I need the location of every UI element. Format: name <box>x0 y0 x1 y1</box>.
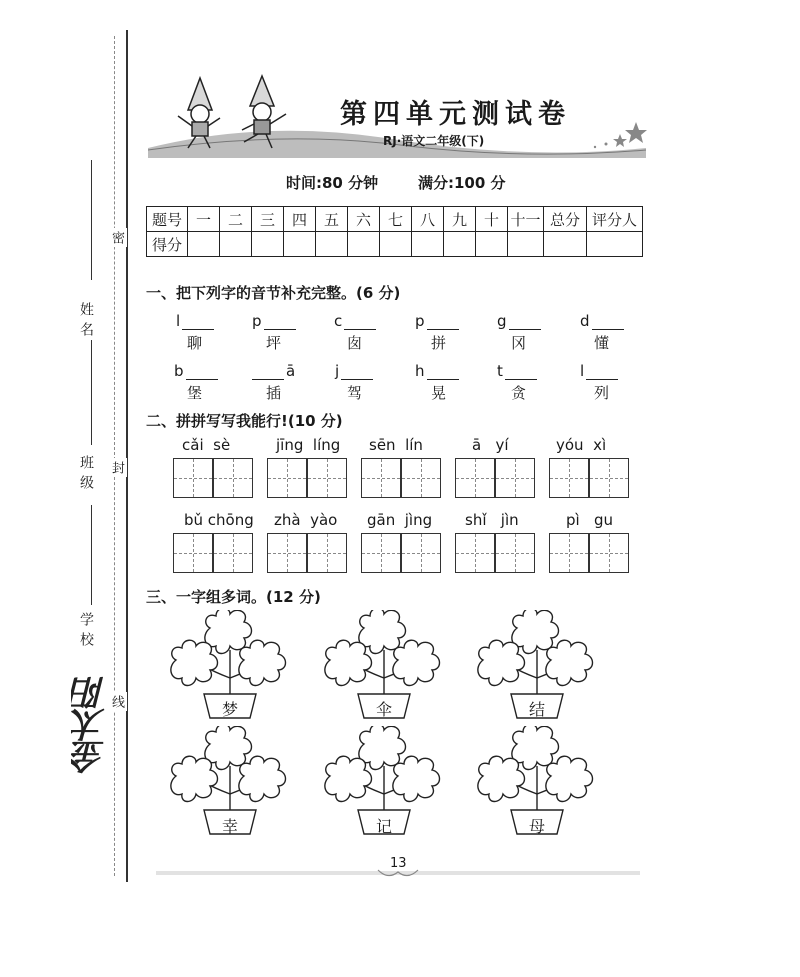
syllable-blank[interactable]: l <box>580 362 618 380</box>
writing-grid-cell[interactable] <box>589 533 629 573</box>
syllable-blank[interactable]: ā <box>252 362 295 380</box>
writing-grid-cell[interactable] <box>307 458 347 498</box>
writing-grid-cell[interactable] <box>401 533 441 573</box>
char-label: 插 <box>266 384 282 402</box>
score-table-header-row <box>147 207 643 232</box>
vase-char: 结 <box>528 700 545 719</box>
syllable-blank[interactable]: h <box>415 362 459 380</box>
table-cell: 二 <box>220 207 252 232</box>
writing-grid-cell[interactable] <box>495 533 535 573</box>
star-decoration <box>594 122 647 148</box>
char-label: 拼 <box>431 334 447 352</box>
page-number: 13 <box>390 856 407 871</box>
writing-grid-cell[interactable] <box>361 458 401 498</box>
score-input-cell[interactable] <box>508 232 544 257</box>
table-cell: 七 <box>380 207 412 232</box>
seal-char-mi: 密 <box>106 228 127 247</box>
exam-full-score: 满分:100 分 <box>418 174 506 192</box>
char-label: 坪 <box>266 334 282 352</box>
class-field-line[interactable] <box>91 340 92 445</box>
char-label: 列 <box>594 384 610 402</box>
score-input-cell[interactable] <box>380 232 412 257</box>
syllable-blank[interactable]: p <box>415 312 459 330</box>
seal-char-feng: 封 <box>106 458 127 477</box>
char-label: 聊 <box>187 334 203 352</box>
table-cell: 九 <box>444 207 476 232</box>
page-subtitle: RJ·语文二年级(下) <box>383 134 485 148</box>
school-label: 学校 <box>78 612 94 652</box>
score-input-cell[interactable] <box>220 232 252 257</box>
score-input-cell[interactable] <box>188 232 220 257</box>
pinyin-word: pì gu <box>566 511 614 529</box>
syllable-blank[interactable]: c <box>334 312 376 330</box>
writing-grid-cell[interactable] <box>307 533 347 573</box>
score-input-cell[interactable] <box>348 232 380 257</box>
syllable-blank[interactable]: t <box>497 362 537 380</box>
pinyin-word: cǎi sè <box>182 436 231 454</box>
score-input-cell[interactable] <box>252 232 284 257</box>
exam-time: 时间:80 分钟 <box>286 174 379 192</box>
syllable-blank[interactable]: b <box>174 362 218 380</box>
section3-title: 三、一字组多词。(12 分) <box>146 588 321 606</box>
table-cell: 十 <box>476 207 508 232</box>
vase-char: 伞 <box>375 700 392 719</box>
vase-char: 幸 <box>221 817 238 836</box>
writing-grid-cell[interactable] <box>173 458 213 498</box>
pinyin-word: zhà yào <box>274 511 338 529</box>
syllable-blank[interactable]: j <box>335 362 373 380</box>
writing-grid-cell[interactable] <box>549 458 589 498</box>
section2-title: 二、拼拼写写我能行!(10 分) <box>146 412 343 430</box>
table-cell: 题号 <box>147 207 188 232</box>
char-label: 驾 <box>347 384 363 402</box>
pinyin-word: bǔ chōng <box>184 511 254 529</box>
writing-grid-cell[interactable] <box>173 533 213 573</box>
vase-char: 记 <box>375 817 392 836</box>
char-label: 冈 <box>511 334 527 352</box>
table-cell: 八 <box>412 207 444 232</box>
syllable-blank[interactable]: d <box>580 312 624 330</box>
char-label: 晃 <box>431 384 447 402</box>
section1-title: 一、把下列字的音节补充完整。(6 分) <box>146 284 401 302</box>
vase-char: 梦 <box>221 700 238 719</box>
name-field-line[interactable] <box>91 160 92 280</box>
writing-grid-cell[interactable] <box>455 458 495 498</box>
table-cell: 评分人 <box>587 207 643 232</box>
writing-grid-cell[interactable] <box>361 533 401 573</box>
name-label: 姓名 <box>78 302 94 342</box>
table-cell: 总分 <box>544 207 587 232</box>
score-input-cell[interactable] <box>444 232 476 257</box>
score-input-cell[interactable] <box>476 232 508 257</box>
pinyin-word: shǐ jìn <box>465 511 519 529</box>
char-label: 贪 <box>511 384 527 402</box>
pinyin-word: gān jìng <box>367 511 433 529</box>
char-label: 懂 <box>594 334 610 352</box>
syllable-blank[interactable]: p <box>252 312 296 330</box>
writing-grid-cell[interactable] <box>589 458 629 498</box>
pinyin-word: ā yí <box>472 436 509 454</box>
score-input-cell[interactable] <box>284 232 316 257</box>
page-title: 第四单元测试卷 <box>340 99 571 130</box>
school-field-line[interactable] <box>91 505 92 605</box>
writing-grid-cell[interactable] <box>495 458 535 498</box>
pinyin-word: jīng líng <box>276 436 341 454</box>
score-input-cell[interactable] <box>587 232 643 257</box>
char-label: 囱 <box>347 334 363 352</box>
pinyin-word: yóu xì <box>556 436 607 454</box>
pinyin-word: sēn lín <box>369 436 423 454</box>
score-table-score-row <box>147 232 643 257</box>
writing-grid-cell[interactable] <box>549 533 589 573</box>
score-input-cell[interactable] <box>412 232 444 257</box>
brand-logo: 金太阳 <box>71 678 111 774</box>
writing-grid-cell[interactable] <box>267 458 307 498</box>
table-cell: 六 <box>348 207 380 232</box>
score-input-cell[interactable] <box>544 232 587 257</box>
binding-solid-line <box>126 30 128 882</box>
score-table <box>146 206 643 257</box>
table-cell: 四 <box>284 207 316 232</box>
writing-grid-cell[interactable] <box>401 458 441 498</box>
class-label: 班级 <box>78 455 94 495</box>
syllable-blank[interactable]: l <box>176 312 214 330</box>
char-label: 堡 <box>187 384 203 402</box>
writing-grid-cell[interactable] <box>213 533 253 573</box>
writing-grid-cell[interactable] <box>213 458 253 498</box>
table-cell: 五 <box>316 207 348 232</box>
score-input-cell[interactable] <box>316 232 348 257</box>
syllable-blank[interactable]: g <box>497 312 541 330</box>
vase-char: 母 <box>528 817 545 836</box>
table-cell: 一 <box>188 207 220 232</box>
table-cell: 得分 <box>147 232 188 257</box>
table-cell: 十一 <box>508 207 544 232</box>
seal-char-xian: 线 <box>106 692 127 711</box>
table-cell: 三 <box>252 207 284 232</box>
writing-grid-cell[interactable] <box>267 533 307 573</box>
writing-grid-cell[interactable] <box>455 533 495 573</box>
